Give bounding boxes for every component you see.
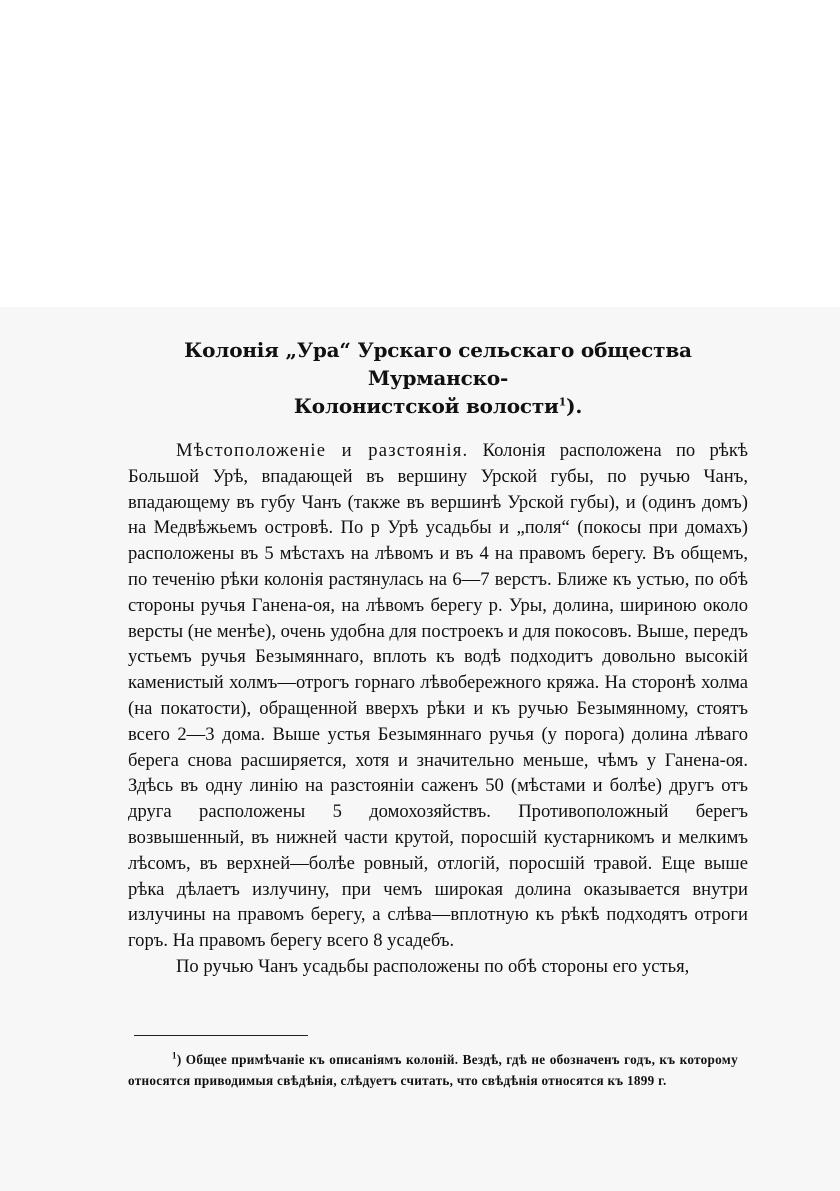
title-footnote-mark: 1 (558, 395, 567, 409)
title-line-1: Колонія „Ура“ Урскаго сельскаго общества Мурманско- (184, 338, 692, 390)
footnote (128, 1049, 738, 1091)
footnote-text: ) Общее примѣчаніе къ описаніямъ колоній. Вездѣ, гдѣ не обозначенъ годъ, къ которому относятся приводимыя свѣдѣнія, слѣдуетъ считать, что свѣдѣнія относятся къ 1899 г. (128, 1052, 738, 1088)
page-blank-top (0, 0, 840, 307)
paragraph-1-lead: Мѣстоположеніе и разстоянія. (176, 440, 469, 461)
page-title (128, 336, 748, 420)
title-line-2: Колонистской волости (293, 394, 559, 418)
paragraph-2: По ручью Чанъ усадьбы расположены по обѣ стороны его устья, (176, 955, 690, 977)
paragraph-1-text: Колонія расположена по рѣкѣ Большой Урѣ, впадающей въ вершину Урской губы, по ручью Чанъ, впадающему въ губу Чанъ (также въ вершинѣ Урской губы), и (одинъ домъ) на Медвѣжьемъ островѣ. По р Урѣ усадьбы и „поля“ (покосы при домахъ) расположены въ 5 мѣстахъ на лѣвомъ и въ 4 на правомъ берегу. Въ общемъ, по теченію рѣки колонія растянулась на 6—7 верстъ. Ближе къ устью, по обѣ стороны ручья Ганена-оя, на лѣвомъ берегу р. Уры, долина, шириною около версты (не менѣе), очень удобна для построекъ и для покосовъ. Выше, передъ устьемъ ручья Безымяннаго, вплоть къ водѣ подходитъ довольно высокій каменистый холмъ—отрогъ горнаго лѣвобережного кряжа. На сторонѣ холма (на покатости), обращенной вверхъ рѣки и къ ручью Безымянному, стоятъ всего 2—3 дома. Выше устья Безымяннаго ручья (у порога) долина лѣваго берега снова расширяется, хотя и значительно меньше, чѣмъ у Ганена-оя. Здѣсь въ одну линію на разстояніи саженъ 50 (мѣстами и болѣе) другъ отъ друга расположены 5 домохозяйствъ. Противоположный берегъ возвышенный, въ нижней части крутой, поросшій кустарникомъ и мелкимъ лѣсомъ, въ верхней—болѣе ровный, отлогій, поросшій травой. Еще выше рѣка дѣлаетъ излучину, при чемъ широкая долина оказывается внутри излучины на правомъ берегу, а слѣва—вплотную къ рѣкѣ подходятъ отроги горъ. На правомъ берегу всего 8 усадебъ. (128, 440, 748, 952)
document-page (128, 336, 748, 980)
footnote-mark: 1 (172, 1050, 177, 1061)
paragraph-1 (128, 438, 748, 954)
footnote-divider (134, 1035, 308, 1036)
body-text (128, 438, 748, 980)
title-line-2-end: ). (566, 394, 583, 418)
